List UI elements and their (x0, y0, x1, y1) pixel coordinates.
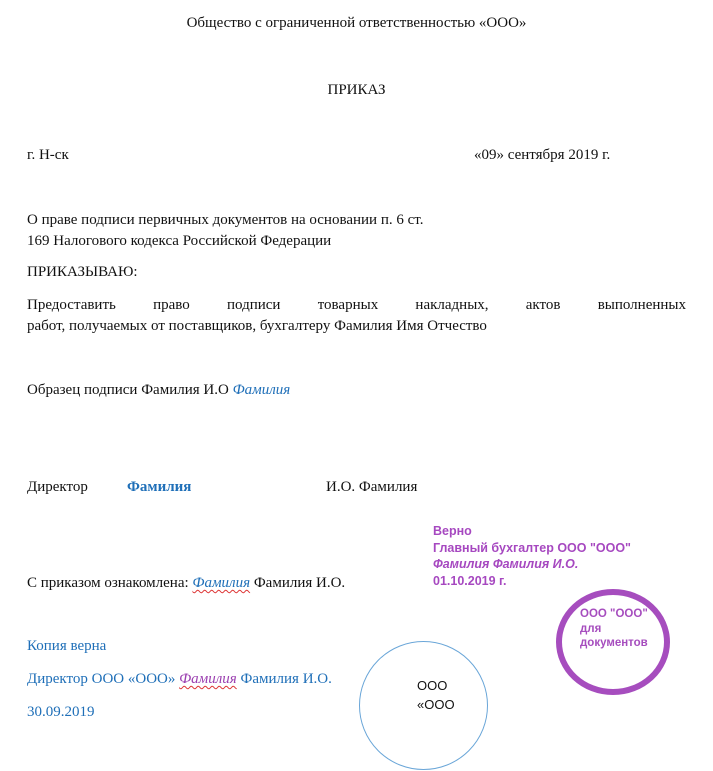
signature-sample-signature: Фамилия (232, 382, 291, 398)
city (27, 146, 69, 164)
seal-documents-line-3: документов (580, 637, 648, 649)
seal-round-text (417, 676, 455, 714)
copy-date: 30.09.2019 (27, 704, 95, 720)
subject-line-1: О праве подписи первичных документов на основании п. 6 ст. (27, 212, 424, 228)
copy-director-name: Фамилия И.О. (240, 671, 332, 687)
seal-documents-text (580, 607, 648, 651)
certified-stamp-line-2: Главный бухгалтер ООО "ООО" (433, 540, 631, 555)
order-line-1: Предоставить право подписи товарных накладных, актов выполненных (27, 297, 686, 313)
signature-sample (27, 381, 290, 399)
certified-stamp-line-4: 01.10.2019 г. (433, 573, 507, 588)
acquainted-label: С приказом ознакомлена: (27, 575, 189, 591)
subject (27, 210, 686, 252)
copy-director-signature: Фамилия (179, 671, 237, 687)
director-signature: Фамилия (127, 479, 192, 495)
city-text: г. Н-ск (27, 147, 69, 163)
order-body (27, 295, 686, 337)
copy-director-line (27, 670, 332, 688)
copy-director-label: Директор ООО «ООО» (27, 671, 176, 687)
acquainted-name: Фамилия И.О. (253, 575, 346, 591)
company-name: Общество с ограниченной ответственностью «ООО» (186, 15, 527, 31)
order-line-2: работ, получаемых от поставщиков, бухгалтеру Фамилия Имя Отчество (27, 318, 487, 334)
order-heading: ПРИКАЗЫВАЮ: (27, 264, 138, 280)
director-name: И.О. Фамилия (326, 479, 418, 495)
seal-round-line-2: «ООО (417, 697, 455, 712)
certified-stamp-line-3: Фамилия Фамилия И.О. (433, 557, 579, 571)
subject-line-2: 169 Налогового кодекса Российской Федерации (27, 233, 332, 249)
copy-certified: Копия верна (27, 638, 107, 654)
certified-stamp-line-1: Верно (433, 524, 472, 538)
document-date: «09» сентября 2019 г. (474, 147, 611, 163)
acquainted-signature: Фамилия (192, 575, 251, 591)
acquainted-line (27, 574, 345, 592)
certified-stamp (433, 523, 631, 589)
document-title: ПРИКАЗ (327, 82, 386, 98)
seal-round-line-1: ООО (417, 678, 448, 693)
seal-documents-line-2: для (580, 622, 602, 635)
seal-documents-line-1: ООО "ООО" (580, 608, 648, 620)
director-title: Директор (27, 479, 88, 495)
signature-sample-label: Образец подписи Фамилия И.О (27, 382, 229, 398)
